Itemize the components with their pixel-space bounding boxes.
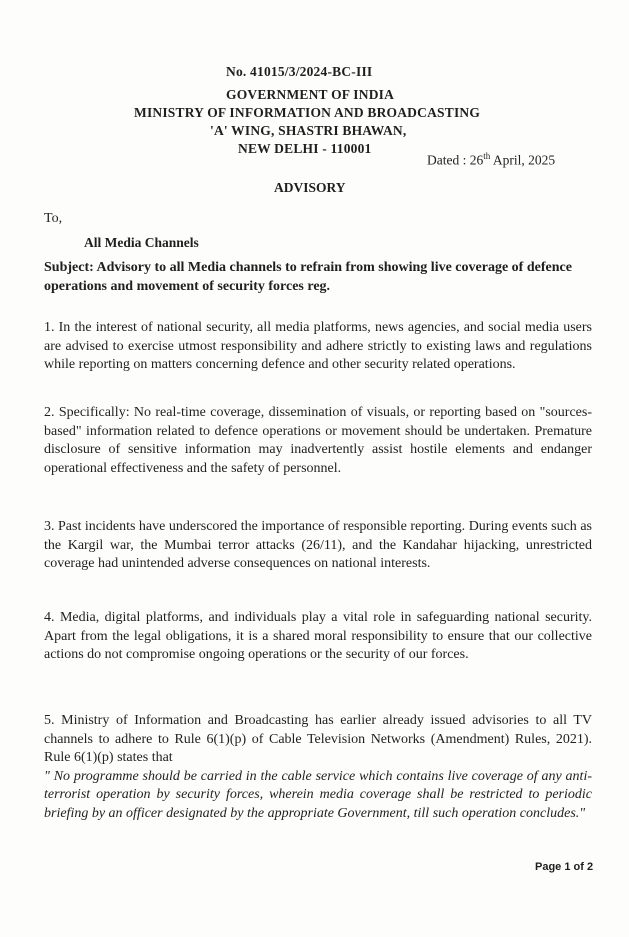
date-ordinal-suffix: th: [483, 151, 491, 161]
subject-line: Subject: Advisory to all Media channels to refrain from showing live coverage of defence operations and movement of security forces reg.: [44, 260, 572, 294]
date-prefix: Dated : 26: [427, 152, 484, 168]
document-title: ADVISORY: [274, 180, 346, 195]
date-rest: April, 2025: [490, 152, 556, 168]
page-number: Page 1 of 2: [535, 861, 594, 873]
government-heading: GOVERNMENT OF INDIA: [226, 87, 395, 102]
document-date: [427, 151, 555, 169]
paragraph-2: 2. Specifically: No real-time coverage, dissemination of visuals, or reporting based on "sources-based" information related to defence operations or movement should be undertaken. Premature disclosure of sensitive information may inadvertently assist hostile elements and endanger operational effectiveness and the safety of personnel.: [44, 405, 592, 476]
to-label: To,: [44, 211, 63, 226]
ministry-heading: MINISTRY OF INFORMATION AND BROADCASTING: [134, 105, 481, 120]
paragraph-1: 1. In the interest of national security, all media platforms, news agencies, and social media users are advised to exercise utmost responsibility and adhere strictly to existing laws and regulations while reporting on matters concerning defence and other security related operations.: [44, 320, 592, 372]
rule-quote: " No programme should be carried in the cable service which contains live coverage of any anti-terrorist operation by security forces, wherein media coverage shall be restricted to periodic briefing by an officer designated by the appropriate Government, till such operation concludes.": [44, 768, 592, 821]
paragraph-3: 3. Past incidents have underscored the importance of responsible reporting. During events such as the Kargil war, the Mumbai terror attacks (26/11), and the Kandahar hijacking, unrestricted coverage had unintended adverse consequences on national interests.: [44, 519, 592, 571]
paragraph-5-text: 5. Ministry of Information and Broadcasting has earlier already issued advisories to all TV channels to adhere to Rule 6(1)(p) of Cable Television Networks (Amendment) Rules, 2021). Rule 6(1)(p) states that: [44, 713, 592, 765]
office-address-line: 'A' WING, SHASTRI BHAWAN,: [210, 123, 407, 138]
paragraph-5: [44, 712, 592, 823]
recipient: All Media Channels: [84, 235, 199, 250]
paragraph-4: 4. Media, digital platforms, and individuals play a vital role in safeguarding national security. Apart from the legal obligations, it is a shared moral responsibility to ensure that our collective actions do not compromise ongoing operations or the security of our forces.: [44, 610, 592, 662]
city-address-line: NEW DELHI - 110001: [238, 141, 372, 156]
file-number: No. 41015/3/2024-BC-III: [226, 64, 373, 79]
